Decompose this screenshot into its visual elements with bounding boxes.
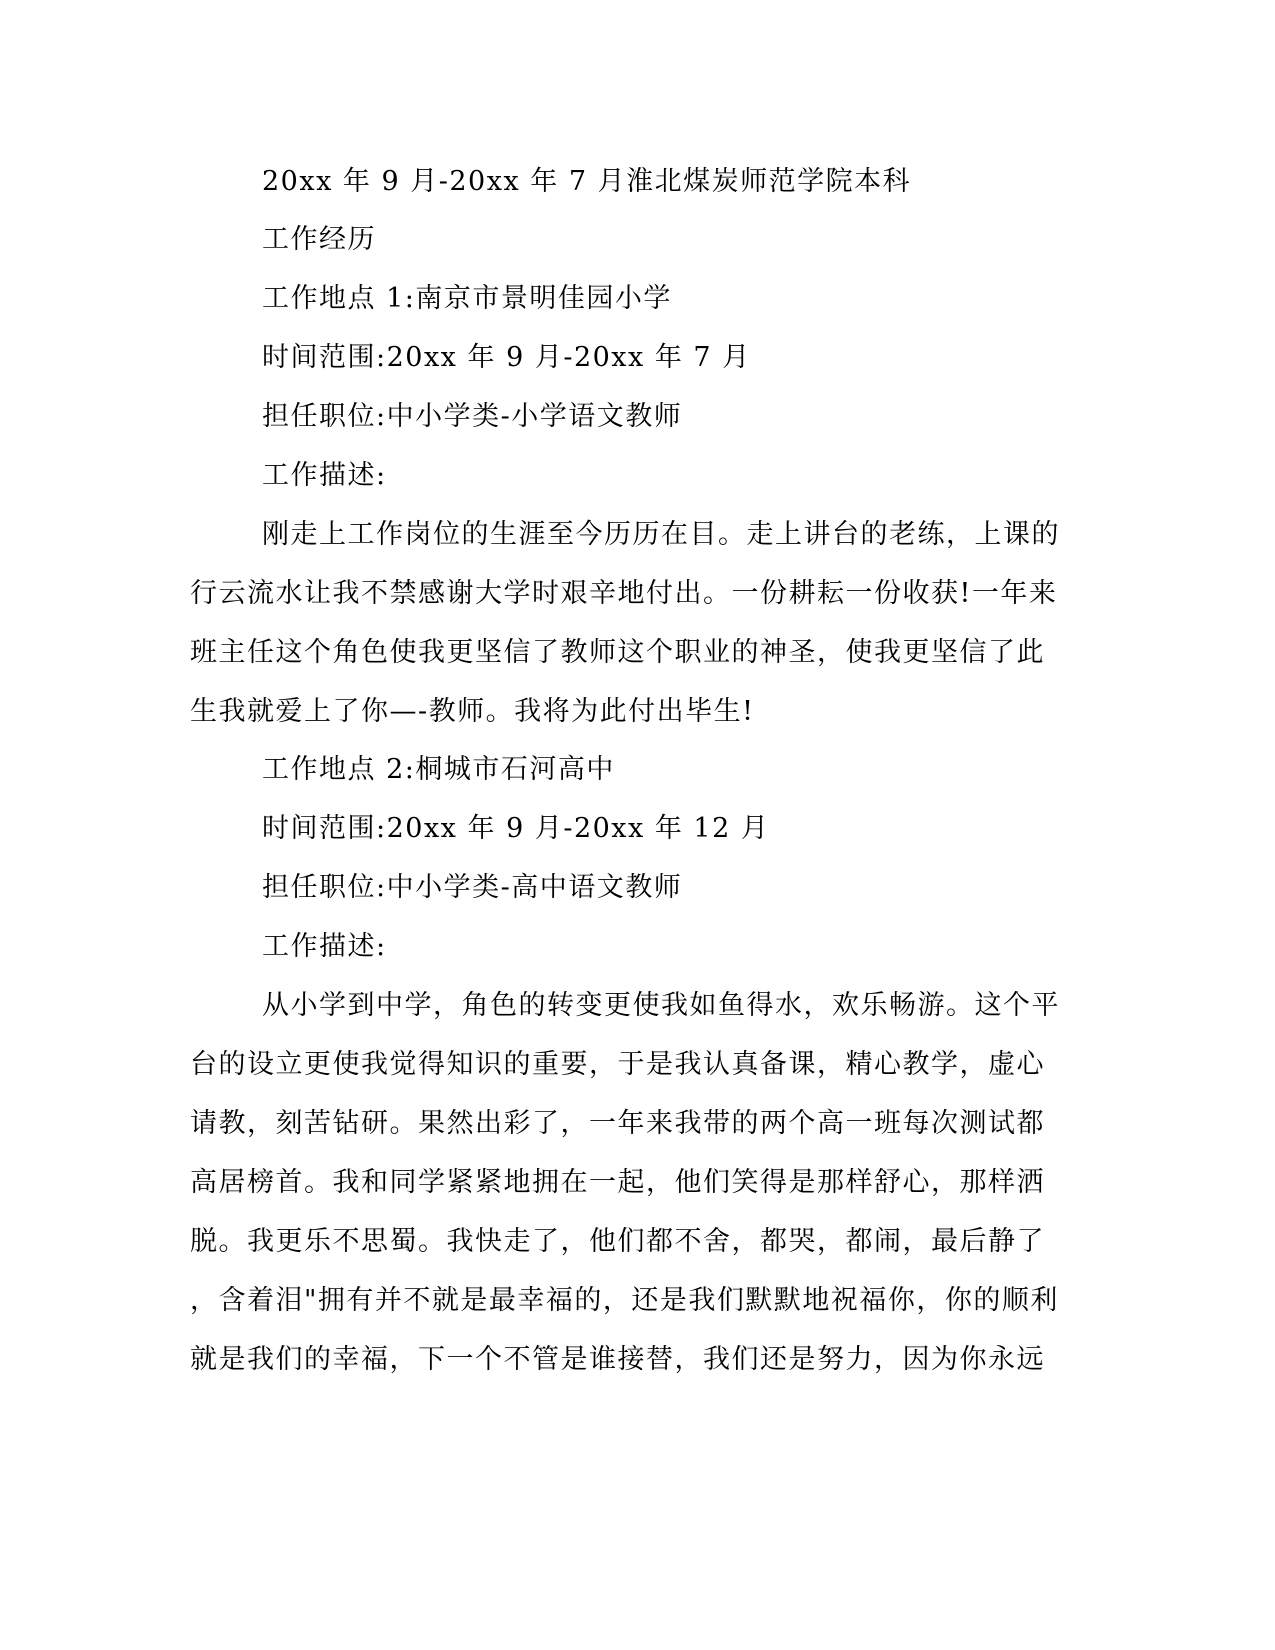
- job1-desc-label: 工作描述:: [262, 460, 387, 491]
- job2-desc-line: 就是我们的幸福，下一个不管是谁接替，我们还是努力，因为你永远: [190, 1344, 1045, 1375]
- job1-position: 担任职位:中小学类-小学语文教师: [262, 401, 683, 432]
- job1-location: 工作地点 1:南京市景明佳园小学: [262, 283, 672, 314]
- job1-period: 时间范围:20xx 年 9 月-20xx 年 7 月: [262, 342, 751, 373]
- job1-desc-line: 生我就爱上了你—-教师。我将为此付出毕生!: [190, 696, 755, 727]
- job1-desc-line: 刚走上工作岗位的生涯至今历历在目。走上讲台的老练，上课的: [262, 519, 1060, 550]
- education-line: 20xx 年 9 月-20xx 年 7 月淮北煤炭师范学院本科: [262, 166, 912, 197]
- job1-desc-line: 行云流水让我不禁感谢大学时艰辛地付出。一份耕耘一份收获!一年来: [190, 578, 1058, 609]
- job2-position: 担任职位:中小学类-高中语文教师: [262, 872, 683, 903]
- job2-desc-line: 高居榜首。我和同学紧紧地拥在一起，他们笑得是那样舒心，那样洒: [190, 1167, 1045, 1198]
- job2-desc-label: 工作描述:: [262, 931, 387, 962]
- job2-desc-line: 脱。我更乐不思蜀。我快走了，他们都不舍，都哭，都闹，最后静了: [190, 1226, 1045, 1257]
- job2-desc-line: 请教，刻苦钻研。果然出彩了，一年来我带的两个高一班每次测试都: [190, 1108, 1045, 1139]
- job2-desc-line: ，含着泪"拥有并不就是最幸福的，还是我们默默地祝福你，你的顺利: [190, 1285, 1059, 1316]
- job1-desc-line: 班主任这个角色使我更坚信了教师这个职业的神圣，使我更坚信了此: [190, 637, 1045, 668]
- job2-desc-line: 从小学到中学，角色的转变更使我如鱼得水，欢乐畅游。这个平: [262, 990, 1060, 1021]
- job2-location: 工作地点 2:桐城市石河高中: [262, 754, 615, 785]
- section-title-work-experience: 工作经历: [262, 224, 376, 255]
- job2-desc-line: 台的设立更使我觉得知识的重要，于是我认真备课，精心教学，虚心: [190, 1049, 1045, 1080]
- job2-period: 时间范围:20xx 年 9 月-20xx 年 12 月: [262, 813, 770, 844]
